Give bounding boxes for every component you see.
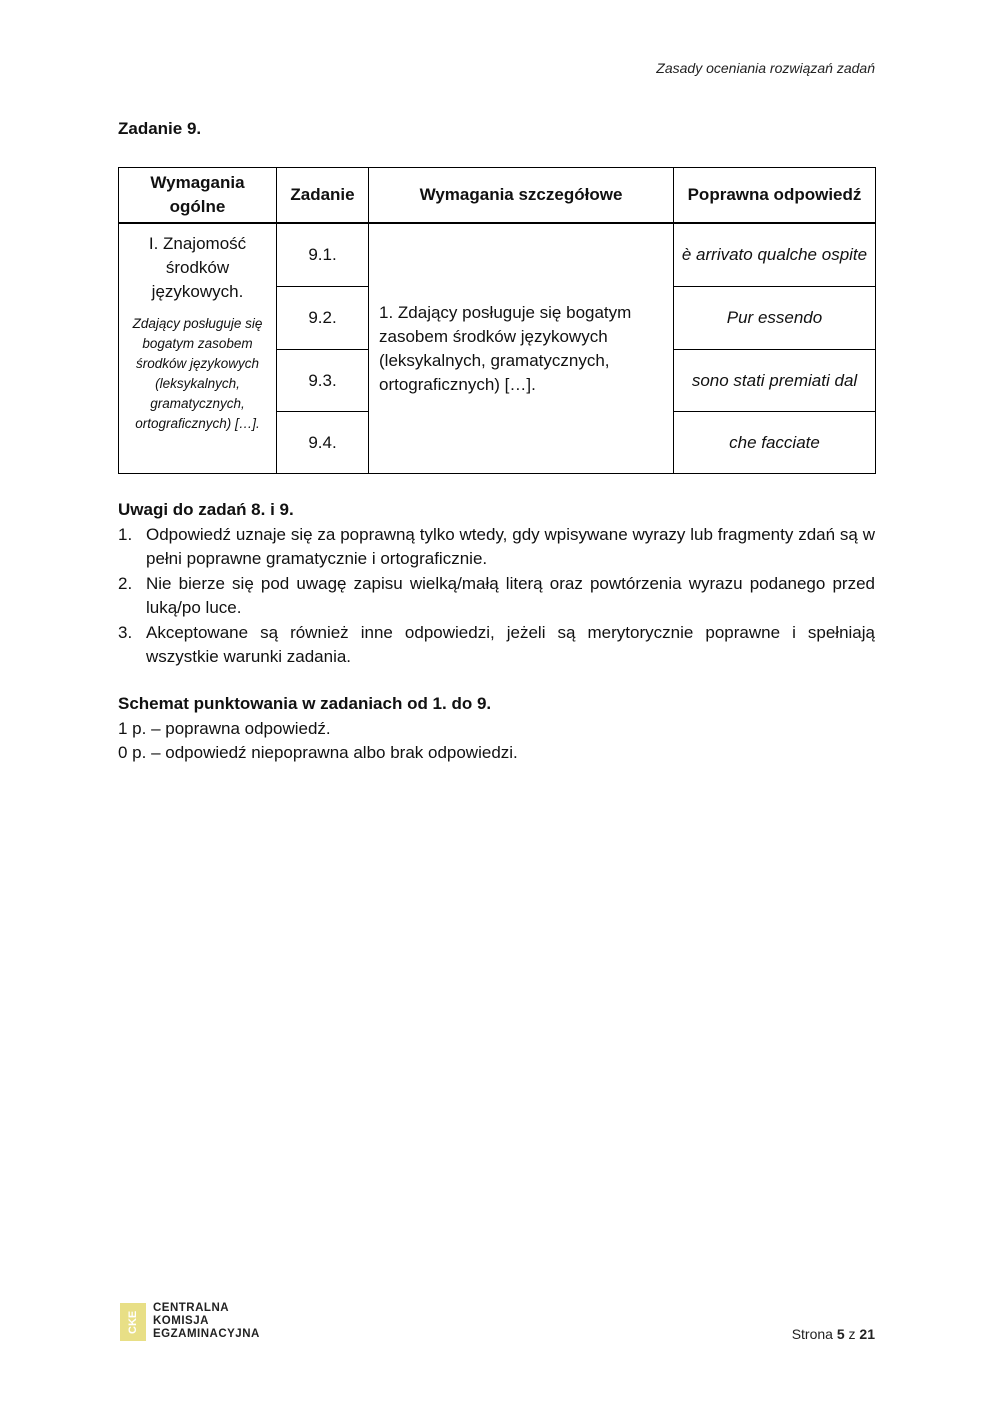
header-general-requirements: Wymagania ogólne [119,168,277,224]
page-number [792,1326,875,1342]
list-item [118,621,875,669]
page-current: 5 [836,1326,845,1342]
logo-line: CENTRALNA [153,1302,230,1314]
cke-logo-icon [120,1303,146,1341]
scoring-scheme [118,717,518,765]
task-title: Zadanie 9. [118,119,202,138]
correct-answer: sono stati premiati dal [674,350,876,412]
list-item [118,523,875,571]
page-sep: z [848,1326,856,1342]
table-row [119,223,876,287]
logo-line: KOMISJA [153,1315,209,1327]
header-task: Zadanie [277,168,369,224]
scoring-line: 0 p. – odpowiedź niepoprawna albo brak odpowiedzi. [118,743,518,762]
correct-answer: Pur essendo [674,287,876,350]
page-total: 21 [859,1326,875,1342]
list-item-text: Odpowiedź uznaje się za poprawną tylko wtedy, gdy wpisywane wyrazy lub fragmenty zdań są w pełni poprawne gramatycznie i ortograficznie. [146,525,875,568]
correct-answer: che facciate [674,412,876,474]
detailed-requirement: 1. Zdający posługuje się bogatym zasobem środków językowych (leksykalnych, gramatycznych, ortograficznych) […]. [369,223,674,474]
page-prefix: Strona [791,1326,833,1342]
scoring-line: 1 p. – poprawna odpowiedź. [118,719,331,738]
grading-table [118,167,876,474]
notes-title: Uwagi do zadań 8. i 9. [118,500,294,519]
list-item-text: Akceptowane są również inne odpowiedzi, jeżeli są merytorycznie poprawne i spełniają wszystkie warunki zadania. [146,623,875,666]
running-header: Zasady oceniania rozwiązań zadań [656,60,875,76]
general-requirement-cell [119,223,277,474]
scoring-scheme-title: Schemat punktowania w zadaniach od 1. do 9. [118,694,492,713]
correct-answer: è arrivato qualche ospite [674,223,876,287]
task-number: 9.4. [277,412,369,474]
logo-line: EGZAMINACYJNA [153,1328,260,1340]
list-item-number: 2. [118,574,133,593]
task-number: 9.3. [277,350,369,412]
notes-list [118,523,875,670]
cke-logo [120,1302,260,1341]
task-number: 9.1. [277,223,369,287]
table-header-row [119,168,876,224]
header-correct-answer: Poprawna odpowiedź [674,168,876,224]
general-requirement-desc: Zdający posługuje się bogatym zasobem środków językowych (leksykalnych, gramatycznych, ortograficznych) […]. [132,316,263,431]
list-item-number: 1. [118,525,133,544]
cke-logo-mark-text: CKE [127,1309,139,1334]
list-item [118,572,875,620]
task-number: 9.2. [277,287,369,350]
header-detailed-requirements: Wymagania szczegółowe [369,168,674,224]
general-requirement: I. Znajomość środków językowych. [148,234,247,301]
cke-logo-text [153,1302,260,1341]
list-item-number: 3. [118,623,133,642]
list-item-text: Nie bierze się pod uwagę zapisu wielką/małą literą oraz powtórzenia wyrazu podanego przed luką/po luce. [146,574,875,617]
